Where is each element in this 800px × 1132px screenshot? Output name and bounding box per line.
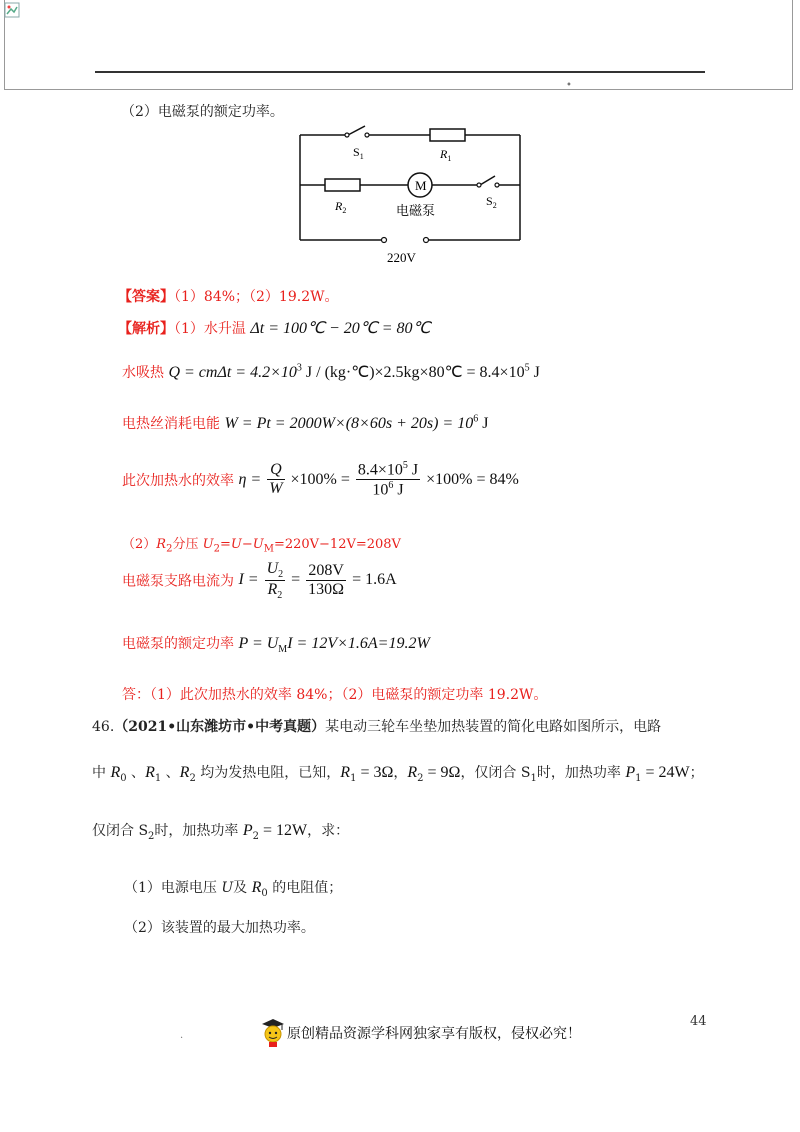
- analysis-line-2: 水吸热 $Q = cm\Delta t = 4.2\times 10^3$ J / (kg·℃)×2.5kg×80℃ = $8.4\times 10^5$ J: [122, 362, 540, 381]
- question-46-sub-1: （1）电源电压 U及 $R_0$ 的电阻值；: [124, 879, 343, 899]
- answer-line: 【答案】（1）84%；（2）19.2W。: [118, 289, 339, 305]
- mascot-icon: [260, 1016, 286, 1048]
- analysis-line-3: 电热丝消耗电能 $W = Pt = 2000W\times(8\times 60s + 20s) = 10^6$ J: [122, 413, 489, 432]
- label-voltage: 220V: [387, 250, 416, 265]
- question-46-line-2: 中 $R_0$ 、$R_1$ 、$R_2$ 均为发热电阻，已知，$R_1 = 3\Omega$，$R_2 = 9\Omega$，仅闭合 $S_1$时，加热功率 $P_1 = 24W$；: [92, 764, 704, 784]
- header-rule: [95, 71, 705, 73]
- analysis-line-7: 电磁泵的额定功率 $P = U_MI = 12V\times 1.6A=19.2W$: [122, 635, 430, 656]
- question-2-label: （2）电磁泵的额定功率。: [121, 104, 284, 120]
- question-46-sub-2: （2）该装置的最大加热功率。: [124, 920, 315, 936]
- analysis-line-4: 此次加热水的效率 η = $\frac{Q}{W}$ ×100% = $\frac{8.4\times 10^5 J}{10^6 J}$ ×100% = 84%: [122, 460, 519, 499]
- label-s1: $S_1$: [353, 145, 364, 161]
- analysis-line-1: 【解析】（1）水升温 Δt = 100℃ − 20℃ = 80℃: [118, 320, 431, 337]
- broken-image-icon: [4, 2, 20, 18]
- label-r2: $R_2$: [335, 199, 347, 215]
- answer-summary: 答：（1）此次加热水的效率 84%；（2）电磁泵的额定功率 19.2W。: [122, 687, 548, 703]
- circuit-diagram: [290, 120, 530, 270]
- footer-copyright: 原创精品资源学科网独家享有版权，侵权必究！: [287, 1026, 581, 1042]
- header-dot: •: [566, 80, 572, 91]
- analysis-line-6: 电磁泵支路电流为 I = $\frac{U_2}{R_2}$ = $\frac{208V}{130\Omega}$ = 1.6A: [122, 560, 397, 602]
- label-motor: M: [415, 178, 427, 193]
- footer-dot: .: [180, 1030, 184, 1041]
- analysis-line-5: $(2)R_2$分压 $U_2=U-U_M=220V-12V=208V$: [122, 537, 401, 555]
- header-frame: [4, 0, 793, 90]
- label-s2: $S_2$: [486, 194, 497, 210]
- page-number: 44: [690, 1014, 707, 1029]
- label-pump: 电磁泵: [396, 204, 436, 219]
- question-46-line-3: 仅闭合 $S_2$时，加热功率 $P_2 = 12W$，求：: [92, 822, 350, 842]
- question-46-header: 46.（2021•山东潍坊市•中考真题）某电动三轮车坐垫加热装置的简化电路如图所示，电路: [92, 719, 662, 735]
- label-r1: $R_1$: [440, 147, 452, 163]
